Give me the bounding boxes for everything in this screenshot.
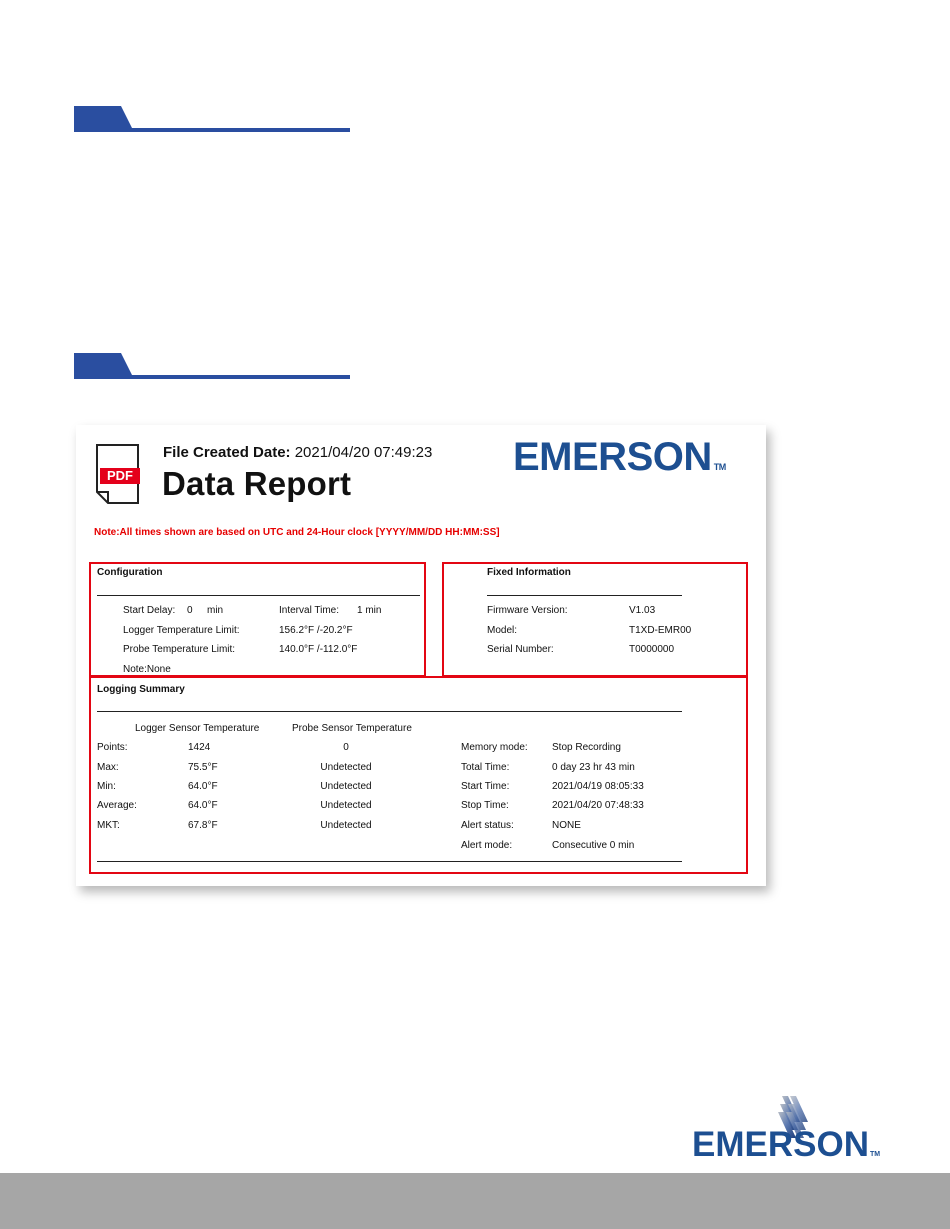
stop-time-value: 2021/04/20 07:48:33 [552, 800, 644, 811]
average-label: Average: [97, 800, 137, 811]
mkt-logger-value: 67.8°F [188, 820, 218, 831]
mkt-label: MKT: [97, 820, 120, 831]
fixed-information-heading: Fixed Information [487, 567, 571, 578]
probe-sensor-column-header: Probe Sensor Temperature [292, 723, 412, 734]
configuration-rule [97, 595, 420, 596]
total-time-value: 0 day 23 hr 43 min [552, 762, 635, 773]
file-created-value: 2021/04/20 07:49:23 [294, 444, 433, 461]
pdf-label: PDF [100, 468, 140, 484]
start-time-label: Start Time: [461, 781, 510, 792]
min-logger-value: 64.0°F [188, 781, 218, 792]
firmware-version-value: V1.03 [629, 605, 656, 616]
model-label: Model: [487, 625, 518, 636]
section-header-tab-1 [74, 106, 350, 132]
stop-time-label: Stop Time: [461, 800, 509, 811]
points-logger-value: 1424 [188, 742, 211, 753]
report-brand-name: EMERSON [513, 435, 712, 479]
memory-mode-value: Stop Recording [552, 742, 621, 753]
firmware-version-label: Firmware Version: [487, 605, 568, 616]
memory-mode-label: Memory mode: [461, 742, 528, 753]
serial-number-value: T0000000 [629, 644, 675, 655]
footer-brand-tm: TM [869, 1151, 881, 1158]
footer-brand-logo [692, 1125, 880, 1165]
interval-time-value: 1 min [357, 605, 382, 616]
serial-number-label: Serial Number: [487, 644, 554, 655]
section-header-tab-2 [74, 353, 350, 379]
mkt-probe-value: Undetected [320, 820, 372, 831]
logging-summary-rule-top [97, 711, 682, 712]
start-delay-value: 0 [187, 605, 193, 616]
footer-brand-name: EMERSON [692, 1125, 869, 1164]
points-probe-value: 0 [343, 742, 349, 753]
logging-summary-highlight-box [89, 676, 748, 874]
points-label: Points: [97, 742, 128, 753]
file-created-label: File Created Date: [163, 444, 291, 461]
logging-summary-heading: Logging Summary [97, 684, 185, 695]
report-brand-tm: TM [713, 462, 726, 472]
min-probe-value: Undetected [320, 781, 372, 792]
alert-status-value: NONE [552, 820, 581, 831]
probe-limit-value: 140.0°F /-112.0°F [279, 644, 358, 655]
alert-mode-label: Alert mode: [461, 840, 513, 851]
average-probe-value: Undetected [320, 800, 372, 811]
configuration-heading: Configuration [97, 567, 163, 578]
alert-status-label: Alert status: [461, 820, 514, 831]
interval-time-label: Interval Time: [279, 605, 340, 616]
average-logger-value: 64.0°F [188, 800, 218, 811]
logger-limit-label: Logger Temperature Limit: [123, 625, 240, 636]
max-logger-value: 75.5°F [188, 762, 218, 773]
configuration-highlight-box [89, 562, 426, 677]
fixed-information-rule [487, 595, 682, 596]
fixed-information-highlight-box [442, 562, 748, 677]
max-probe-value: Undetected [320, 762, 372, 773]
logger-sensor-column-header: Logger Sensor Temperature [135, 723, 260, 734]
logging-summary-rule-bottom [97, 861, 682, 862]
max-label: Max: [97, 762, 119, 773]
start-time-value: 2021/04/19 08:05:33 [552, 781, 644, 792]
model-value: T1XD-EMR00 [629, 625, 692, 636]
footer-bar [0, 1173, 950, 1229]
file-created-date [163, 444, 432, 461]
probe-limit-label: Probe Temperature Limit: [123, 644, 236, 655]
start-delay-unit: min [207, 605, 224, 616]
total-time-label: Total Time: [461, 762, 510, 773]
min-label: Min: [97, 781, 116, 792]
configuration-note: Note:None [123, 664, 171, 675]
report-brand-logo [513, 435, 726, 480]
alert-mode-value: Consecutive 0 min [552, 840, 635, 851]
report-title: Data Report [162, 465, 352, 502]
start-delay-label: Start Delay: [123, 605, 176, 616]
data-report-sample [76, 425, 766, 886]
logger-limit-value: 156.2°F /-20.2°F [279, 625, 353, 636]
utc-note: Note:All times shown are based on UTC and 24-Hour clock [YYYY/MM/DD HH:MM:SS] [94, 527, 500, 538]
